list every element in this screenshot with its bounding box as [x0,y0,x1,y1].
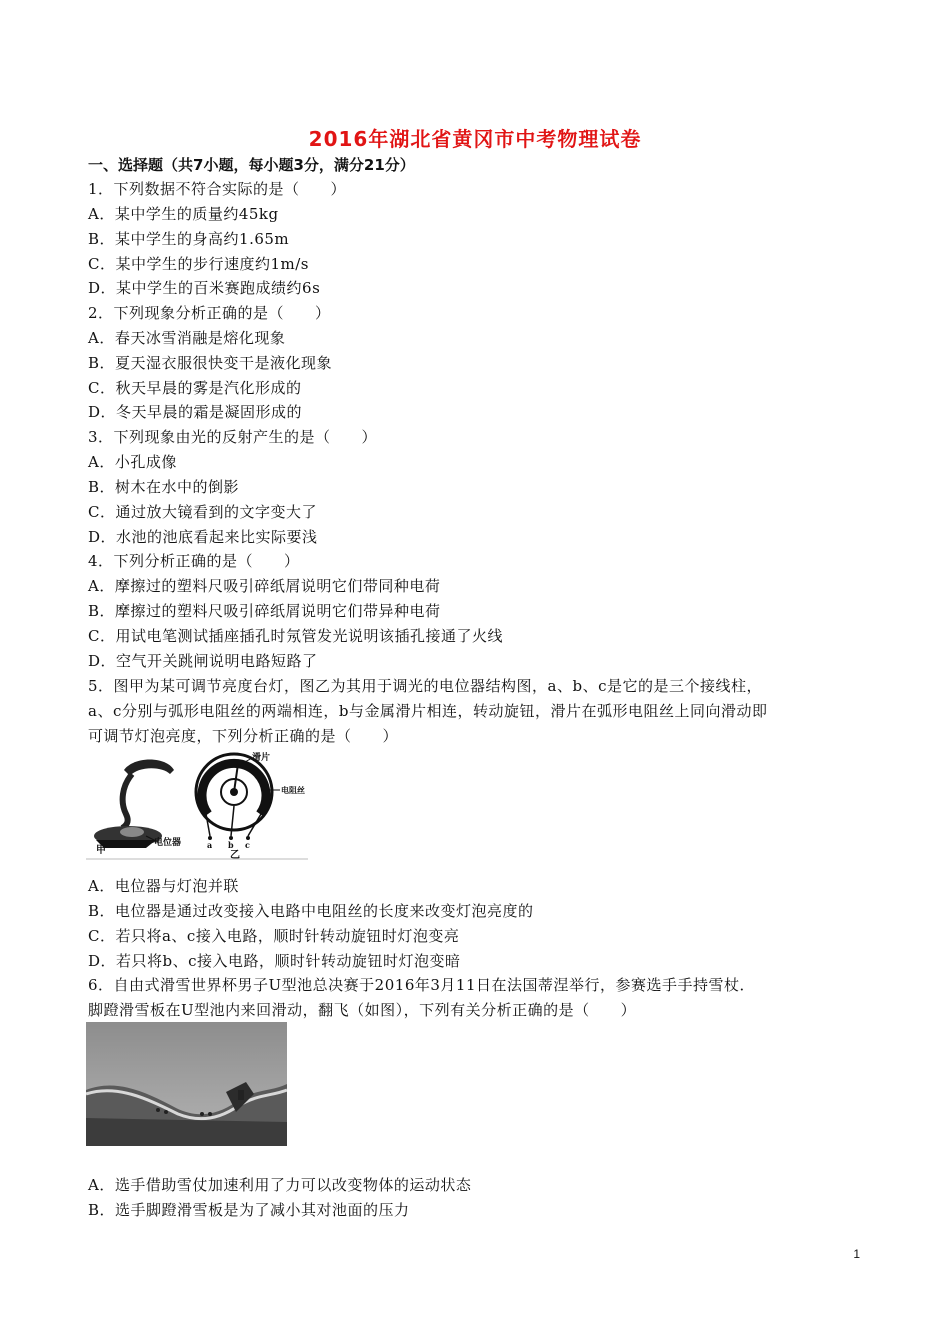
potentiometer-diagram [196,754,280,840]
desk-lamp-drawing [94,760,174,849]
q3-option-c: C．通过放大镜看到的文字变大了 [88,503,317,521]
label-potentiometer: 电位器 [154,838,182,848]
page-title: 2016年湖北省黄冈市中考物理试卷 [308,127,642,151]
label-jia: 甲 [96,845,106,856]
q2-stem: 2．下列现象分析正确的是（ ） [88,304,331,322]
page-number: 1 [853,1247,860,1261]
q2-option-a: A．春天冰雪消融是熔化现象 [88,329,286,347]
q6-stem-line1: 6．自由式滑雪世界杯男子U型池总决赛于2016年3月11日在法国蒂涅举行，参赛选手手持雪杖． [88,976,755,994]
label-b: b [228,840,234,850]
q1-option-a: A．某中学生的质量约45kg [88,205,279,223]
q3-stem: 3．下列现象由光的反射产生的是（ ） [88,428,378,446]
q3-option-d: D．水池的池底看起来比实际要浅 [88,528,318,546]
label-yi: 乙 [230,850,240,860]
label-c: c [245,840,250,850]
q5-option-a: A．电位器与灯泡并联 [88,877,239,895]
potentiometer-figure [86,752,308,860]
q6-stem-line2: 脚蹬滑雪板在U型池内来回滑动，翻飞（如图），下列有关分析正确的是（ ） [88,1001,637,1019]
q6-option-b: B．选手脚蹬滑雪板是为了减小其对池面的压力 [88,1201,410,1219]
q6-option-a: A．选手借助雪仗加速利用了力可以改变物体的运动状态 [88,1176,472,1194]
q1-stem: 1．下列数据不符合实际的是（ ） [88,180,347,198]
label-slider: 滑片 [252,753,271,763]
q5-stem-line3: 可调节灯泡亮度，下列分析正确的是（ ） [88,727,399,745]
q4-stem: 4．下列分析正确的是（ ） [88,552,300,570]
q4-option-d: D．空气开关跳闸说明电路短路了 [88,652,318,670]
section-heading: 一、选择题（共7小题，每小题3分，满分21分） [88,156,415,174]
q1-option-b: B．某中学生的身高约1.65m [88,230,290,248]
q5-option-d: D．若只将b、c接入电路，顺时针转动旋钮时灯泡变暗 [88,952,461,970]
q5-option-c: C．若只将a、c接入电路，顺时针转动旋钮时灯泡变亮 [88,927,460,945]
q5-stem-line2: a、c分别与弧形电阻丝的两端相连，b与金属滑片相连，转动旋钮，滑片在弧形电阻丝上同向滑动即 [88,702,768,720]
halfpipe-photo [86,1022,287,1146]
q2-option-d: D．冬天早晨的霜是凝固形成的 [88,403,303,421]
q2-option-b: B．夏天湿衣服很快变干是液化现象 [88,354,333,372]
q4-option-c: C．用试电笔测试插座插孔时氖管发光说明该插孔接通了火线 [88,627,503,645]
label-resistance-wire: 电阻丝 [281,785,305,795]
q5-option-b: B．电位器是通过改变接入电路中电阻丝的长度来改变灯泡亮度的 [88,902,534,920]
q4-option-a: A．摩擦过的塑料尺吸引碎纸屑说明它们带同种电荷 [88,577,441,595]
q1-option-d: D．某中学生的百米赛跑成绩约6s [88,279,321,297]
label-a: a [207,840,213,850]
q1-option-c: C．某中学生的步行速度约1m/s [88,255,309,273]
q5-stem-line1: 5．图甲为某可调节亮度台灯，图乙为其用于调光的电位器结构图，a、b、c是它的是三个接线柱， [88,677,762,695]
q3-option-a: A．小孔成像 [88,453,177,471]
q2-option-c: C．秋天早晨的雾是汽化形成的 [88,379,302,397]
q3-option-b: B．树木在水中的倒影 [88,478,240,496]
q4-option-b: B．摩擦过的塑料尺吸引碎纸屑说明它们带异种电荷 [88,602,441,620]
